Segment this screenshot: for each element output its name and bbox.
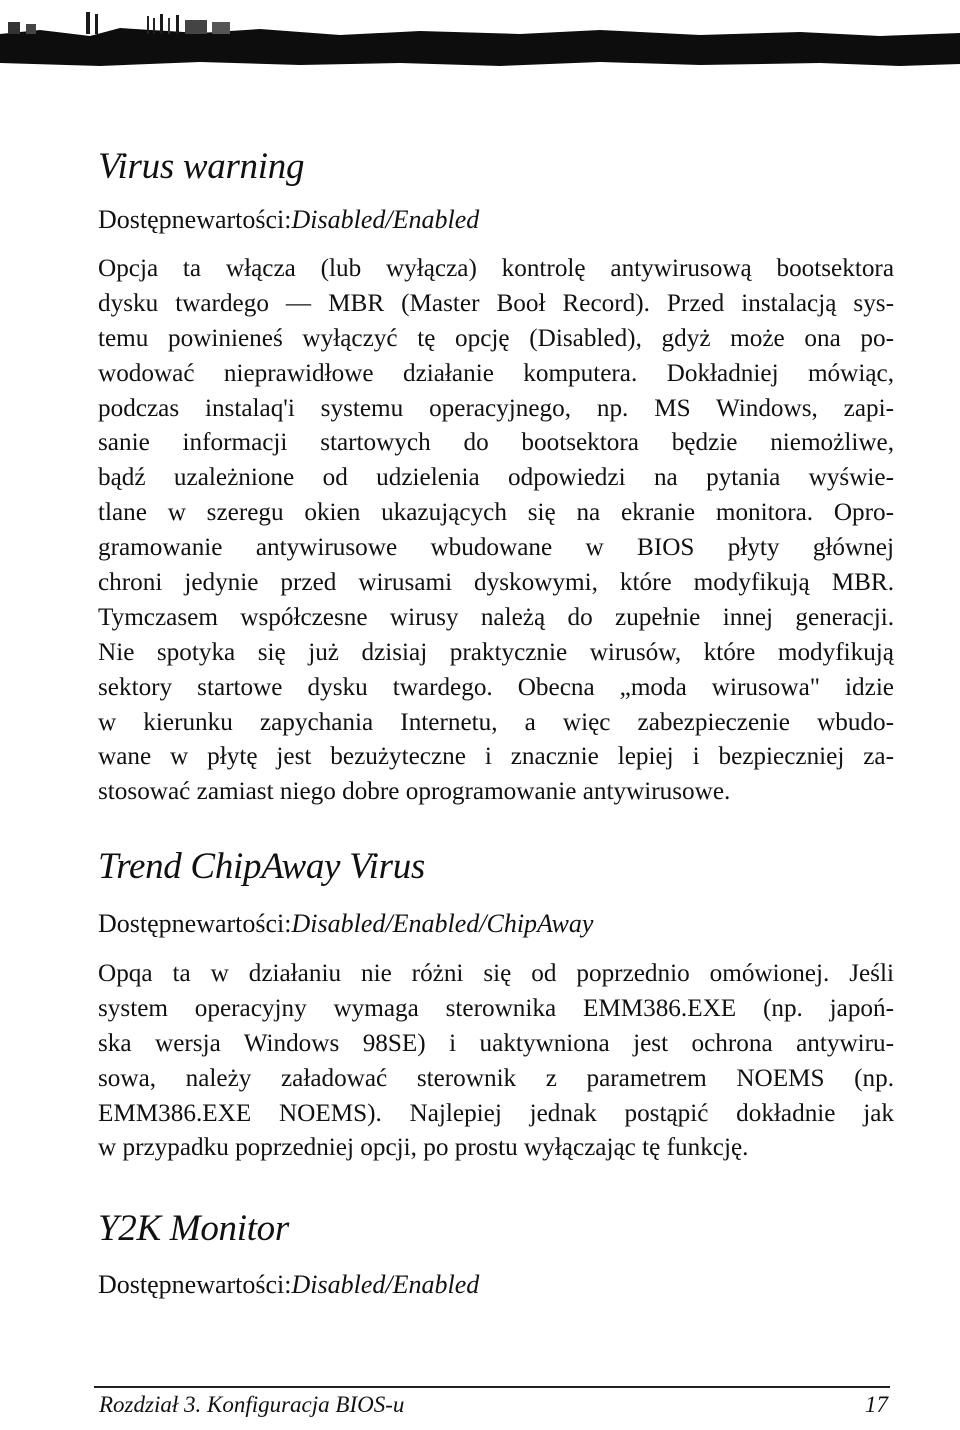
paragraph-line: w przypadku poprzedniej opcji, po prostu wyłączając tę funkcję. [98, 1134, 749, 1162]
values-label: Dostępnewartości: [98, 909, 292, 938]
footer-chapter: Rozdział 3. Konfiguracja BIOS-u [99, 1392, 405, 1417]
available-values [98, 908, 593, 940]
paragraph-line: wane w płytę jest bezużyteczne i znacznie lepiej i bezpieczniej za- [98, 743, 894, 771]
section-paragraph [98, 957, 894, 1166]
paragraph-line: ska wersja Windows 98SE) i uaktywniona jest ochrona antywiru- [98, 1029, 894, 1057]
paragraph-line: tlane w szeregu okien ukazujących się na ekranie monitora. Opro- [98, 499, 894, 527]
page-number: 17 [865, 1392, 888, 1417]
scan-artifact-bar [0, 0, 960, 70]
paragraph-line: bądź uzależnione od udzielenia odpowiedzi na pytania wyświe- [98, 464, 894, 492]
section-title: Trend ChipAway Virus [98, 846, 426, 887]
values-text: Disabled/Enabled [291, 205, 480, 234]
paragraph-line: Opqa ta w działaniu nie różni się od poprzednio omówionej. Jeśli [98, 960, 894, 987]
paragraph-line: sanie informacji startowych do bootsektora będzie niemożliwe, [98, 429, 894, 457]
paragraph-line: gramowanie antywirusowe wbudowane w BIOS płyty głównej [98, 534, 894, 562]
paragraph-line: temu powinieneś wyłączyć tę opcję (Disabled), gdyż może ona po- [98, 324, 894, 352]
paragraph-line: podczas instalaq'i systemu operacyjnego, np. MS Windows, zapi- [98, 394, 894, 422]
paragraph-line: wodować nieprawidłowe działanie komputera. Dokładniej mówiąc, [98, 359, 894, 387]
section-title: Virus warning [98, 146, 305, 187]
values-label: Dostępnewartości: [98, 1270, 292, 1299]
paragraph-line: Nie spotyka się już dzisiaj praktycznie wirusów, które modyfikują [98, 638, 894, 666]
paragraph-line: Opcja ta włącza (lub wyłącza) kontrolę antywirusową bootsektora [98, 255, 894, 282]
available-values [98, 204, 479, 236]
section-title: Y2K Monitor [98, 1208, 289, 1249]
paragraph-line: sowa, należy załadować sterownik z parametrem NOEMS (np. [98, 1064, 894, 1092]
section-paragraph [98, 252, 894, 810]
values-label: Dostępnewartości: [98, 205, 292, 234]
available-values [98, 1269, 479, 1301]
paragraph-line: sektory startowe dysku twardego. Obecna „moda wirusowa" idzie [98, 673, 894, 701]
paragraph-line: stosować zamiast niego dobre oprogramowanie antywirusowe. [98, 778, 731, 806]
paragraph-line: Tymczasem współczesne wirusy należą do zupełnie innej generacji. [98, 603, 894, 631]
paragraph-line: system operacyjny wymaga sterownika EMM386.EXE (np. japoń- [98, 994, 894, 1022]
paragraph-line: w kierunku zapychania Internetu, a więc zabezpieczenie wbudo- [98, 708, 894, 736]
footer-rule [94, 1386, 890, 1388]
paragraph-line: chroni jedynie przed wirusami dyskowymi, które modyfikują MBR. [98, 569, 894, 597]
values-text: Disabled/Enabled [291, 1270, 480, 1299]
paragraph-line: dysku twardego — MBR (Master Booł Record). Przed instalacją sys- [98, 289, 894, 317]
paragraph-line: EMM386.EXE NOEMS). Najlepiej jednak postąpić dokładnie jak [98, 1099, 894, 1127]
values-text: Disabled/Enabled/ChipAway [291, 909, 594, 938]
